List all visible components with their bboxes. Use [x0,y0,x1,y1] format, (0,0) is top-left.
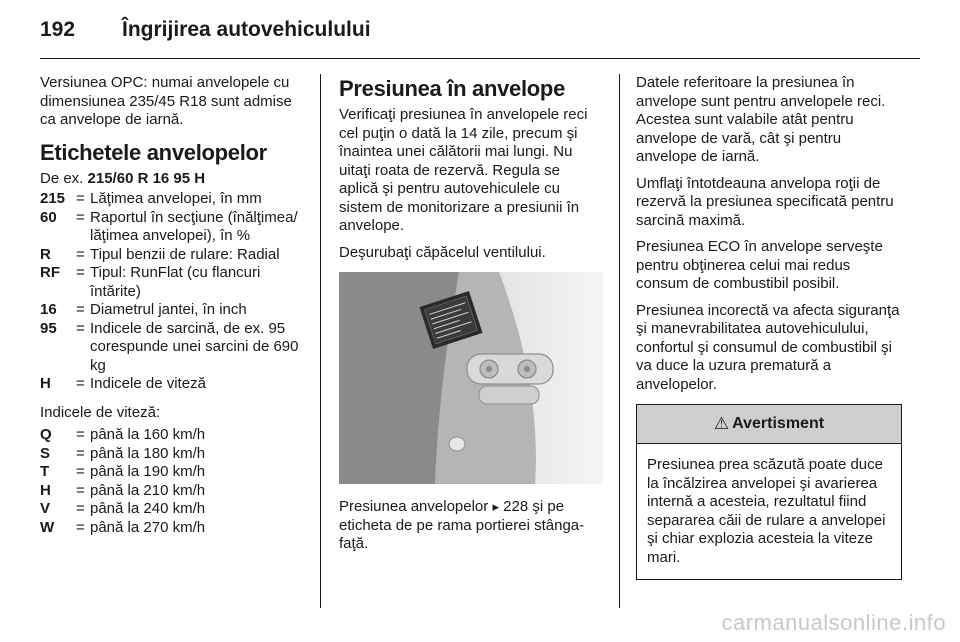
definition-term: 16 [40,301,57,318]
definition-text: până la 160 km/h [90,426,206,443]
definition-term: W [40,518,55,536]
column-divider [619,74,620,608]
definition-row [40,190,308,209]
definition-term: RF [40,264,60,281]
definition-term: T [40,463,50,480]
definition-text: până la 240 km/h [90,500,206,517]
definition-row [40,445,308,464]
equals-sign: = [76,426,85,443]
example-line [40,170,308,189]
photo-caption [339,498,603,554]
equals-sign: = [76,245,85,263]
equals-sign: = [76,375,85,392]
page-number: 192 [40,18,76,41]
definition-row [40,482,308,501]
column-middle [339,74,603,562]
definition-term: 215 [40,190,66,207]
spare-wheel-paragraph: Umflaţi întotdeauna anvelopa roţii de rezervă la presiunea specificată pentru sarcină maximă. [636,174,894,229]
warning-box [636,404,902,580]
equals-sign: = [76,264,85,281]
definition-text: până la 180 km/h [90,444,206,462]
equals-sign: = [76,463,85,480]
definition-text: Indicele de viteză [90,375,206,392]
door-frame-label-photo [339,272,603,484]
valve-cap-paragraph: Deşurubaţi căpăcelul ventilului. [339,243,546,261]
definition-text: Indicele de sarcină, de ex. 95 corespunde unei sarcini de 690 kg [90,319,299,374]
definition-text: Lăţimea anvelopei, în mm [90,190,262,207]
section-heading-tire-labels: Etichetele anvelopelor [40,139,267,165]
definition-term: 60 [40,208,57,226]
definition-text: Diametrul jantei, în inch [90,301,247,318]
opc-note: Versiunea OPC: numai anvelopele cu dimensiunea 235/45 R18 sunt admise ca anvelope de iarnă. [40,74,292,128]
definition-row [40,500,308,519]
definition-text: până la 190 km/h [90,463,206,480]
equals-sign: = [76,444,85,462]
warning-text: Presiunea prea scăzută poate duce la încălzirea anvelopei şi avarierea internă a acesteia, rezultatul fiind separarea căii de rulare a anvelopei şi chiar explozia acesteia la viteze mari. [647,456,886,566]
speed-index-intro: Indicele de viteză: [40,403,161,421]
definition-row [40,209,308,246]
definition-row [40,264,308,301]
equals-sign: = [76,190,85,207]
definition-term: 95 [40,319,57,337]
section-heading-tire-pressure: Presiunea în anvelope [339,76,566,101]
speed-index-definitions [40,426,308,537]
warning-triangle-icon: ⚠ [713,413,730,433]
definition-term: H [40,481,51,499]
example-code: 215/60 R 16 95 H [87,169,206,187]
column-right [636,74,902,580]
equals-sign: = [76,518,85,536]
chapter-title: Îngrijirea autovehiculului [122,18,371,41]
definition-text: Raportul în secţiune (înălţimea/ lăţimea anvelopei), în % [90,208,298,244]
equals-sign: = [76,500,85,517]
definition-term: S [40,444,51,462]
equals-sign: = [76,301,85,318]
definition-row [40,519,308,538]
definition-row [40,426,308,445]
caption-start: Presiunea anvelopelor [339,498,489,515]
equals-sign: = [76,319,85,337]
tire-label-definitions [40,190,308,394]
equals-sign: = [76,481,85,499]
example-prefix: De ex. [40,169,84,187]
header-divider [40,58,920,59]
definition-text: Tipul benzii de rulare: Radial [90,245,280,263]
definition-row [40,301,308,320]
page-reference-icon: ▸ [492,499,499,514]
column-left [40,74,308,547]
door-frame-illustration [339,272,603,484]
definition-row [40,463,308,482]
column-divider [320,74,321,608]
site-watermark: carmanualsonline.info [721,610,946,635]
incorrect-pressure-paragraph: Presiunea incorectă va afecta siguranţa şi manevrabilitatea autovehiculului, confortul şi consumul de combustibil şi va duce la uzura prematură a anvelopelor. [636,301,900,393]
equals-sign: = [76,208,85,226]
definition-text: Tipul: RunFlat (cu flancuri întărite) [90,264,261,300]
definition-term: V [40,500,51,517]
definition-text: până la 210 km/h [90,481,206,499]
definition-term: Q [40,426,52,443]
page-header [40,18,920,58]
pressure-check-paragraph: Verificaţi presiunea în anvelopele reci cel puţin o dată la 14 zile, precum şi înaintea unei călătorii mai lungi. Nu uitaţi roata de rezervă. Regula se aplică şi pentru autovehiculele cu sistem de monitorizare a presiunii în anvelope. [339,106,588,234]
warning-title: Avertisment [732,414,825,432]
definition-row [40,246,308,265]
definition-row [40,320,308,376]
definition-text: până la 270 km/h [90,518,206,536]
definition-term: H [40,375,51,392]
warning-header [637,405,901,444]
eco-pressure-paragraph: Presiunea ECO în anvelope serveşte pentru obţinerea celui mai redus consum de combustibil posibil. [636,238,883,292]
definition-row [40,375,308,394]
pressure-data-paragraph: Datele referitoare la presiunea în anvelope sunt pentru anvelopele reci. Acestea sunt valabile atât pentru anvelope de vară, cât şi pentru anvelope de iarnă. [636,74,886,165]
caption-rest: 228 şi pe eticheta de pe rama portierei stânga-faţă. [339,498,585,552]
definition-term: R [40,245,51,263]
